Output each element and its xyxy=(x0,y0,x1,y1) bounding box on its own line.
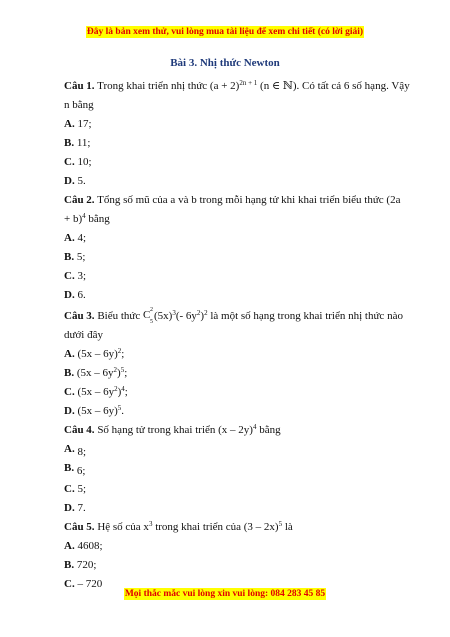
question-1: Câu 1. Trong khai triển nhị thức $(a + 2)^{2n + 1}$ (n ∈ ℕ). Có tất cả 6 số hạng. Vậy xyxy=(64,79,410,92)
question-3: Câu 3. Biểu thức C 2 5 $(5x)^3(-$ $6y^2)^2$ là một số hạng trong khai triển nhị thức nào xyxy=(64,307,403,325)
q3-option-a: A. (5x – 6y)$^2$; xyxy=(64,347,125,360)
question-3-line2: dưới đây xyxy=(64,329,103,341)
question-4: Câu 4. Số hạng tử trong khai triển (x – 2y)$^4$ bằng xyxy=(64,423,281,436)
q5-option-b: B. 720; xyxy=(64,559,97,571)
q4-option-b: B. 6; xyxy=(64,462,86,477)
question-2: Câu 2. Tổng số mũ của a và b trong mỗi hạng tử khi khai triển biểu thức (2a xyxy=(64,194,401,206)
q4-option-d: D. 7. xyxy=(64,502,86,514)
q2-option-d: D. 6. xyxy=(64,289,86,301)
q2-option-a: A. 4; xyxy=(64,232,87,244)
q2-option-c: C. 3; xyxy=(64,270,87,282)
q2-option-b: B. 5; xyxy=(64,251,86,263)
q1-option-c: C. 10; xyxy=(64,156,92,168)
q5-option-a: A. 4608; xyxy=(64,540,103,552)
q5-option-c: C. – 720 xyxy=(64,578,103,590)
q4-option-c: C. 5; xyxy=(64,483,87,495)
document-body xyxy=(64,77,410,594)
q1-option-a: A. 17; xyxy=(64,118,92,130)
section-title: Bài 3. Nhị thức Newton xyxy=(170,57,280,69)
q1-option-d: D. 5. xyxy=(64,175,86,187)
question-1-line2: n bằng xyxy=(64,99,94,111)
q3-option-d: D. (5x – 6y)$^5$. xyxy=(64,404,125,417)
question-2-line2: + b)$^4$ bằng xyxy=(64,212,110,225)
question-5: Câu 5. Hệ số của $x^3$ trong khai triển của (3 – 2x)$^5$ là xyxy=(64,520,293,533)
combination-symbol: C 2 5 xyxy=(143,307,153,325)
q3-option-c: C. $(5x - 6y^2)^4$; xyxy=(64,385,128,398)
contact-banner: Mọi thắc mắc vui lòng xin vui lòng: 084 283 45 85 xyxy=(124,589,326,599)
q1-option-b: B. 11; xyxy=(64,137,91,149)
preview-banner: Đây là bản xem thử, vui lòng mua tài liệu để xem chi tiết (có lời giải) xyxy=(86,27,364,37)
q4-option-a: A. 8; xyxy=(64,443,87,458)
q3-option-b: B. $(5x - 6y^2)^5$; xyxy=(64,366,128,379)
